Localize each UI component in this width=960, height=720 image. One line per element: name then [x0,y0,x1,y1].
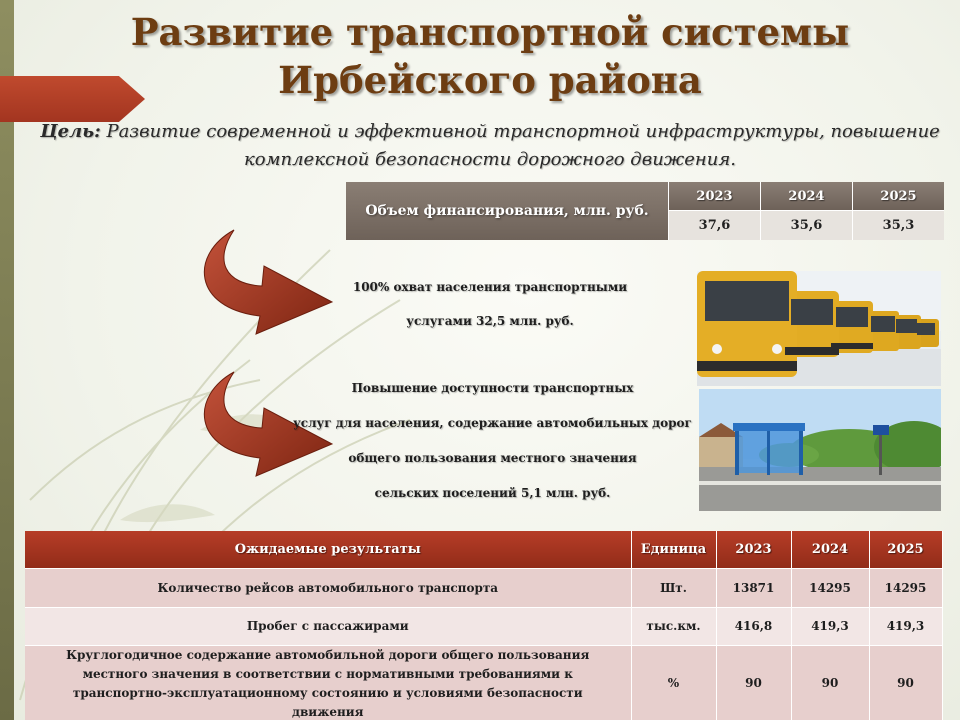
row-value-2024: 14295 [791,568,869,607]
header-results: Ожидаемые результаты [25,531,631,568]
bus-icon [697,271,941,386]
funding-value-2025: 35,3 [852,211,944,240]
bus-stop-photo [699,389,941,511]
point-2-line-4: сельских поселений 5,1 млн. руб. [374,486,611,500]
goal-lead: Цель: [40,121,101,142]
goal-text [40,118,940,174]
point-1-line-1: 100% охват населения транспортными [352,280,628,294]
row-name: Количество рейсов автомобильного транспорта [25,568,631,607]
row-value-2024: 419,3 [791,607,869,645]
funding-year-2024: 2024 [760,182,852,211]
row-value-2025: 419,3 [869,607,942,645]
header-2023: 2023 [716,531,791,568]
point-2-line-1: Повышение доступности транспортных [351,381,634,395]
header-unit: Единица [631,531,716,568]
row-value-2023: 13871 [716,568,791,607]
point-2 [265,371,720,511]
row-value-2025: 14295 [869,568,942,607]
funding-year-2023: 2023 [668,182,760,211]
row-unit: % [631,645,716,720]
funding-year-2025: 2025 [852,182,944,211]
row-unit: Шт. [631,568,716,607]
table-row [25,607,942,645]
funding-value-2023: 37,6 [668,211,760,240]
header-2024: 2024 [791,531,869,568]
row-value-2023: 416,8 [716,607,791,645]
slide-title: Развитие транспортной системы Ирбейского района [130,10,850,102]
point-2-line-3: общего пользования местного значения [348,451,637,465]
buses-photo [697,271,941,386]
goal-body: Развитие современной и эффективной транспортной инфраструктуры, повышение комплексной безопасности дорожного движения. [106,121,940,170]
funding-grid [668,182,944,240]
row-name: Круглогодичное содержание автомобильной дороги общего пользования местного значения в соответствии с нормативными требованиями к транспортно-эксплуатационному состоянию и условиями безопасности движения [25,645,631,720]
funding-label: Объем финансирования, млн. руб. [346,182,668,240]
results-table [25,531,943,720]
row-value-2023: 90 [716,645,791,720]
funding-table [346,182,944,240]
bus-stop-icon [699,389,941,511]
results-header-row [25,531,942,568]
funding-value-2024: 35,6 [760,211,852,240]
point-1 [300,270,680,338]
row-name: Пробег с пассажирами [25,607,631,645]
table-row [25,568,942,607]
point-1-line-2: услугами 32,5 млн. руб. [406,314,574,328]
row-unit: тыс.км. [631,607,716,645]
table-row [25,645,942,720]
point-2-line-2: услуг для населения, содержание автомобильных дорог [293,416,692,430]
row-value-2024: 90 [791,645,869,720]
row-value-2025: 90 [869,645,942,720]
header-2025: 2025 [869,531,942,568]
